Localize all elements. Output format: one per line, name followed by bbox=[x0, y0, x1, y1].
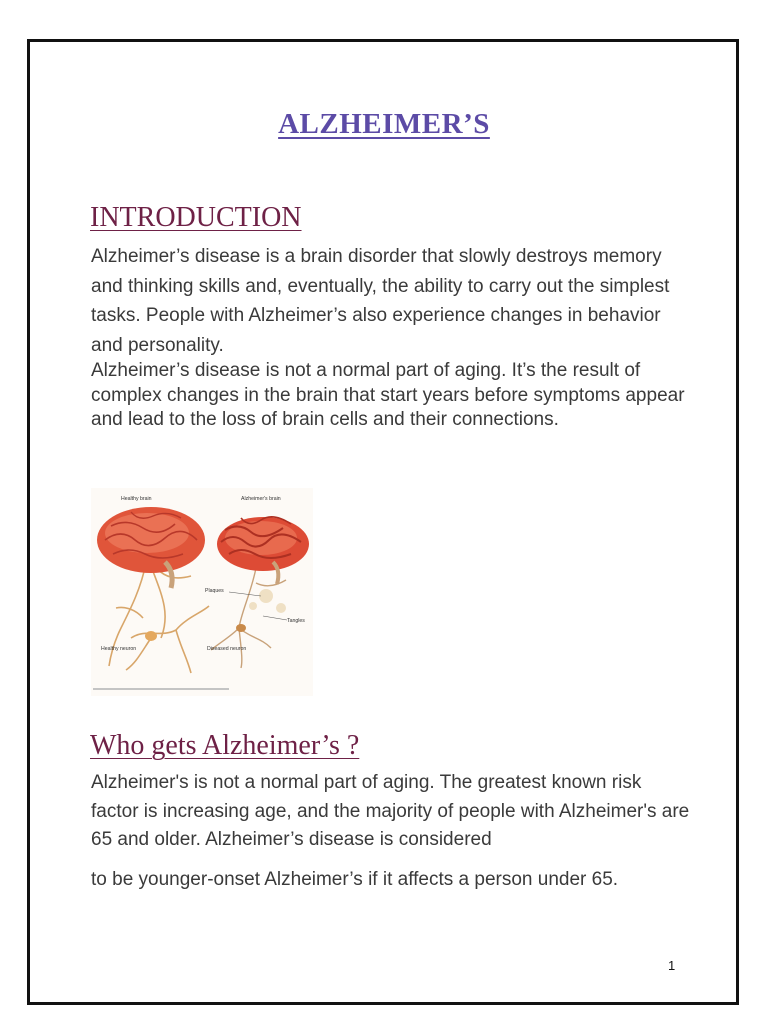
introduction-paragraph-2: Alzheimer’s disease is not a normal part of aging. It’s the result of complex changes in the brain that start years before symptoms appear and lead to the loss of brain cells and their connections. bbox=[91, 360, 685, 430]
who-gets-paragraph-2: to be younger-onset Alzheimer’s if it affects a person under 65. bbox=[91, 869, 619, 890]
label-healthy-brain: Healthy brain bbox=[121, 496, 152, 502]
introduction-paragraph-1: Alzheimer’s disease is a brain disorder that slowly destroys memory and thinking skills and, eventually, the ability to carry out the simplest tasks. People with Alzheimer’s also experience changes in behavior and personality. bbox=[91, 246, 670, 356]
label-healthy-neuron: Healthy neuron bbox=[101, 646, 137, 652]
label-plaques: Plaques bbox=[205, 588, 224, 594]
healthy-neuron-body bbox=[145, 631, 157, 641]
who-gets-paragraph-1: Alzheimer's is not a normal part of aging. The greatest known risk factor is increasing age, and the majority of people with Alzheimer's are 65 and older. Alzheimer’s disease is considered bbox=[91, 772, 690, 850]
label-diseased-neuron: Diseased neuron bbox=[207, 646, 247, 652]
label-alzheimers-brain: Alzheimer's brain bbox=[241, 496, 281, 502]
who-gets-alzheimers-heading: Who gets Alzheimer’s ? bbox=[90, 730, 360, 761]
diseased-neuron-body bbox=[236, 624, 246, 632]
brain-comparison-illustration bbox=[91, 488, 313, 696]
document-title: ALZHEIMER’S bbox=[278, 108, 490, 140]
introduction-heading: INTRODUCTION bbox=[90, 202, 302, 233]
page-number: 1 bbox=[668, 958, 676, 973]
credit-line bbox=[93, 688, 229, 690]
label-tangles: Tangles bbox=[287, 618, 305, 624]
